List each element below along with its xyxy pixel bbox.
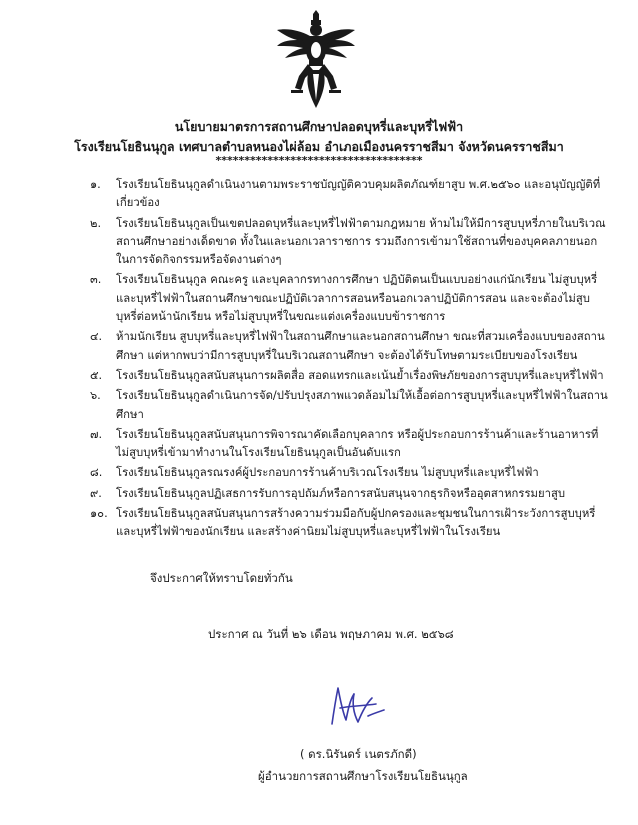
announcement-date: ประกาศ ณ วันที่ ๒๖ เดือน พฤษภาคม พ.ศ. ๒๕๖๘ — [208, 627, 454, 641]
item-text: โรงเรียนโยธินนุกูลสนับสนุนการพิจารณาคัดเลือกบุคลากร หรือผู้ประกอบการร้านค้าและร้านอาหารที่ไม่สูบบุหรี่เข้ามาทำงานในโรงเรียนโยธินนุกูลเป็นอันดับแรก — [116, 427, 599, 460]
closing-statement: จึงประกาศให้ทราบโดยทั่วกัน — [150, 571, 293, 585]
list-item — [90, 367, 610, 385]
item-number: ๖. — [90, 389, 101, 403]
item-number: ๒. — [90, 216, 102, 230]
item-text: โรงเรียนโยธินนุกูลสนับสนุนการผลิตสื่อ สอดแทรกและเน้นย้ำเรื่องพิษภัยของการสูบบุหรี่และบุหรี่ไฟฟ้า — [116, 368, 604, 382]
item-text: โรงเรียนโยธินนุกูลรณรงค์ผู้ประกอบการร้านค้าบริเวณโรงเรียน ไม่สูบบุหรี่และบุหรี่ไฟฟ้า — [116, 466, 539, 480]
item-text: โรงเรียนโยธินนุกูลสนับสนุนการสร้างความร่วมมือกับผู้ปกครองและชุมชนในการเฝ้าระวังการสูบบุหรี่และบุหรี่ไฟฟ้าของนักเรียน และสร้างค่านิยมไม่สูบบุหรี่และบุหรี่ไฟฟ้าในโรงเรียน — [116, 507, 596, 539]
item-number: ๑. — [90, 178, 101, 191]
policy-list — [90, 176, 610, 544]
item-number: ๙. — [90, 486, 102, 500]
list-item — [90, 505, 610, 542]
item-number: ๓. — [90, 273, 102, 287]
list-item — [90, 426, 610, 463]
item-number: ๑๐. — [90, 507, 108, 521]
list-item — [90, 176, 610, 213]
item-text: โรงเรียนโยธินนุกูล คณะครู และบุคลากรทางการศึกษา ปฏิบัติตนเป็นแบบอย่างแก่นักเรียน ไม่สูบบุหรี่และบุหรี่ไฟฟ้าในสถานศึกษาขณะปฏิบัติเวลาการสอนหรือนอกเวลาปฏิบัติการสอน และจะต้องไม่สูบบุหรี่ต่อหน้านักเรียน หรือไม่สูบบุหรี่ในขณะแต่งเครื่องแบบข้าราชการ — [116, 273, 598, 324]
item-text: โรงเรียนโยธินนุกูลปฏิเสธการรับการอุปถัมภ์หรือการสนับสนุนจากธุรกิจหรืออุตสาหกรรมยาสูบ — [116, 486, 566, 500]
signer-name: ( ดร.นิรันดร์ เนตรภักดี) — [300, 747, 417, 761]
document-title: นโยบายมาตรการสถานศึกษาปลอดบุหรี่และบุหรี่ไฟฟ้า — [174, 119, 464, 134]
list-item — [90, 215, 610, 270]
separator: ************************************ — [215, 154, 423, 167]
item-text: ห้ามนักเรียน สูบบุหรี่และบุหรี่ไฟฟ้าในสถานศึกษาและนอกสถานศึกษา ขณะที่สวมเครื่องแบบของสถานศึกษา แต่หากพบว่ามีการสูบบุหรี่ในบริเวณสถานศึกษา จะต้องได้รับโทษตามระเบียบของโรงเรียน — [116, 330, 605, 362]
item-text: โรงเรียนโยธินนุกูลเป็นเขตปลอดบุหรี่และบุหรี่ไฟฟ้าตามกฎหมาย ห้ามไม่ให้มีการสูบบุหรี่ภายในบริเวณสถานศึกษาอย่างเด็ดขาด ทั้งในและนอกเวลาราชการ รวมถึงการเข้ามาใช้สถานที่ของบุคคลภายนอกในการจัดกิจกรรมหรือจัดงานต่างๆ — [116, 216, 606, 267]
item-number: ๔. — [90, 330, 103, 344]
item-number: ๕. — [90, 368, 103, 382]
item-number: ๗. — [90, 427, 103, 441]
garuda-emblem-icon — [275, 10, 357, 110]
school-name: โรงเรียนโยธินนุกูล เทศบาลตำบลหนองไผ่ล้อม อำเภอเมืองนครราชสีมา จังหวัดนครราชสีมา — [74, 139, 564, 154]
list-item — [90, 387, 610, 424]
item-text: โรงเรียนโยธินนุกูลดำเนินงานตามพระราชบัญญัติควบคุมผลิตภัณฑ์ยาสูบ พ.ศ.๒๕๖๐ และอนุบัญญัติที่เกี่ยวข้อง — [116, 178, 601, 210]
signature-icon — [322, 680, 392, 732]
list-item — [90, 328, 610, 365]
list-item — [90, 464, 610, 482]
list-item — [90, 271, 610, 326]
item-text: โรงเรียนโยธินนุกูลดำเนินการจัด/ปรับปรุงสภาพแวดล้อมไม่ให้เอื้อต่อการสูบบุหรี่และบุหรี่ไฟฟ้าในสถานศึกษา — [116, 389, 608, 421]
list-item — [90, 485, 610, 503]
signer-position: ผู้อำนวยการสถานศึกษาโรงเรียนโยธินนุกูล — [258, 769, 468, 783]
item-number: ๘. — [90, 466, 103, 480]
